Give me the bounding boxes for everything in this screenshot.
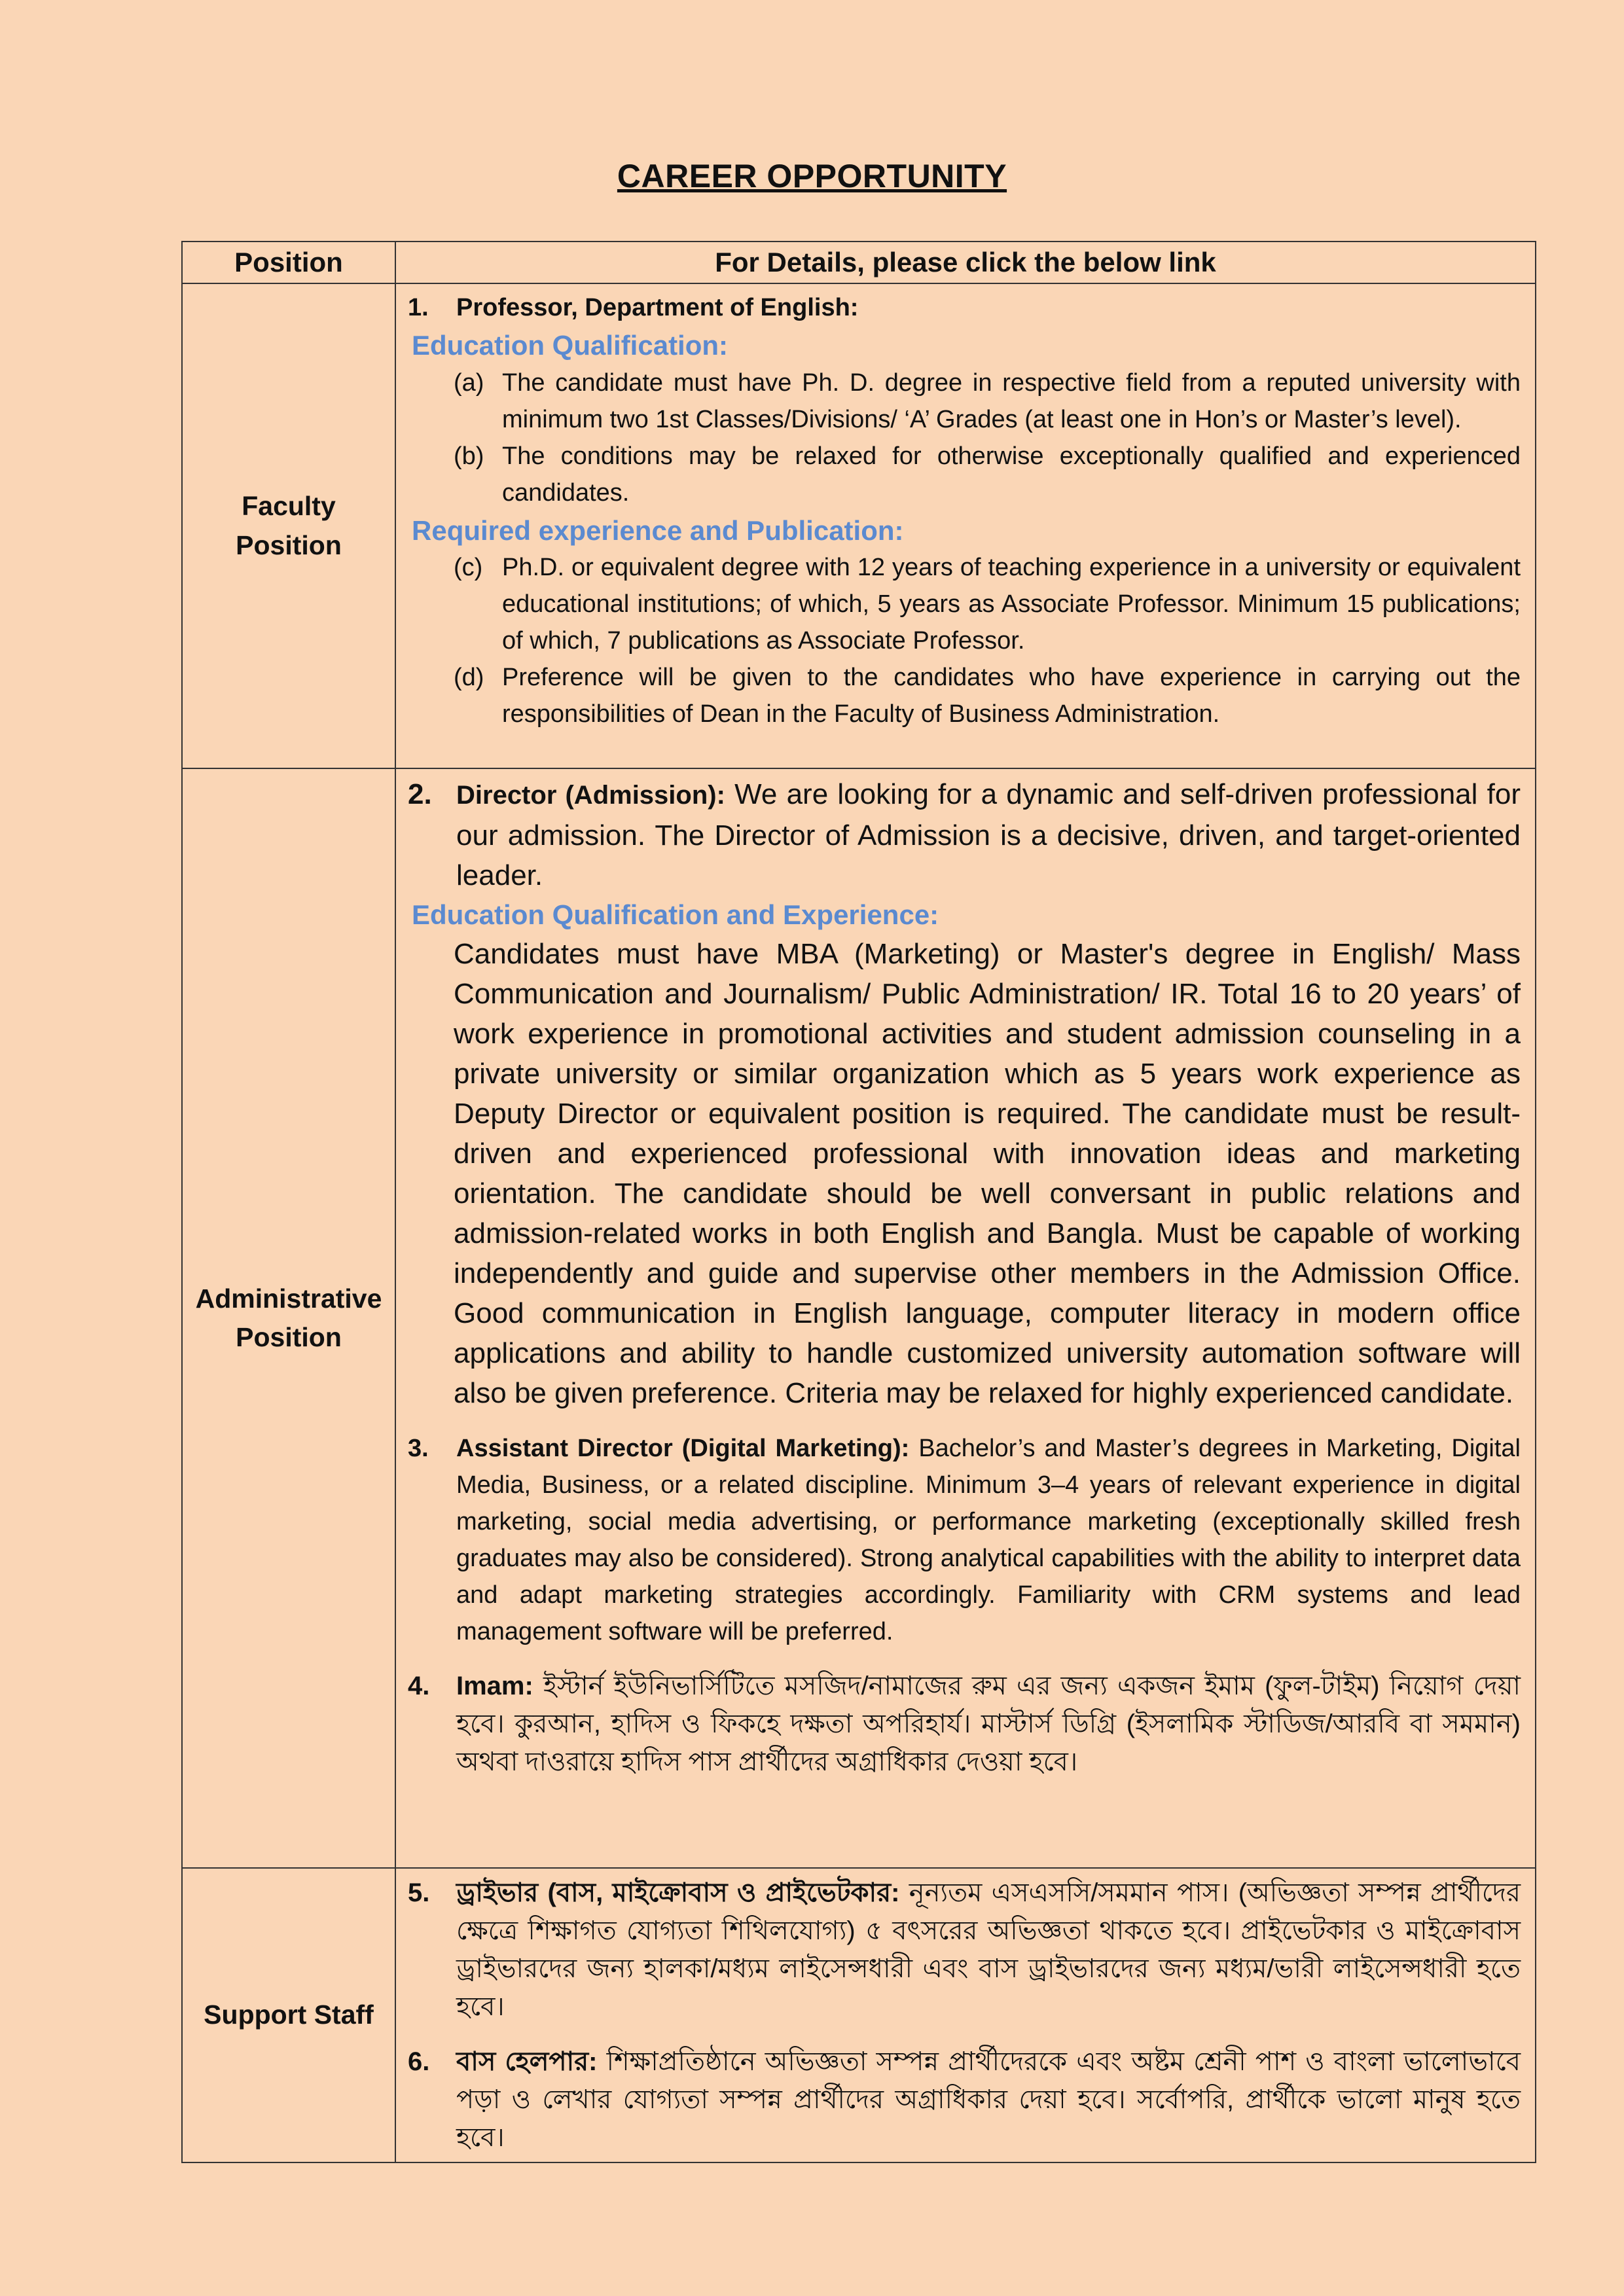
assistant-director-text: Bachelor’s and Master’s degrees in Marketing, Digital Media, Business, or a related discipline. Minimum 3–4 years of relevant experience in digital marketing, social media advertising, or performance marketing (exceptionally skilled fresh graduates may also be considered). Strong analytical capabilities with the ability to interpret data and adapt marketing strategies accordingly. Familiarity with CRM systems and lead management software will be preferred. (456, 1434, 1521, 1645)
director-details: Candidates must have MBA (Marketing) or Master's degree in English/ Mass Communication and Journalism/ Public Administration/ IR. Total 16 to 20 years’ of work experience in promotional activities and student admission counseling in a private university or similar organization which as 5 years work experience as Deputy Director or equivalent position is required. The candidate must be result-driven and experienced professional with innovation ideas and marketing orientation. The candidate should be well conversant in public relations and admission-related works in both English and Bangla. Must be capable of working independently and guide and supervise other members in the Admission Office. Good communication in English language, computer literacy in modern office applications and ability to handle customized university automation software will also be given preference. Criteria may be relaxed for highly experienced candidate. (454, 937, 1521, 1409)
item-number: 5. (408, 1878, 430, 1907)
list-item (454, 438, 1521, 511)
education-points (454, 365, 1521, 511)
point-text: Ph.D. or equivalent degree with 12 years of teaching experience in a university or equivalent educational institutions; of which, 5 years as Associate Professor. Minimum 15 publications; of which, 7 publications as Associate Professor. (502, 554, 1521, 655)
position-faculty-label: Faculty Position (236, 491, 342, 560)
list-item (454, 549, 1521, 659)
job-item-assistant-director (408, 1430, 1521, 1650)
director-intro: We are looking for a dynamic and self-driven professional for our admission. The Director of Admission is a decisive, driven, and target-oriented leader. (456, 778, 1521, 891)
table-row-administrative (182, 768, 1536, 1868)
point-label: (d) (454, 664, 484, 692)
position-administrative (182, 768, 395, 1868)
item-number: 2. (408, 778, 432, 810)
job-title-driver: ড্রাইভার (বাস, মাইক্রোবাস ও প্রাইভেটকার: (456, 1878, 900, 1907)
imam-text: ইস্টার্ন ইউনিভার্সিটিতে মসজিদ/নামাজের রুম এর জন্য একজন ইমাম (ফুল-টাইম) নিয়োগ দেয়া হবে। কুরআন, হাদিস ও ফিকহে দক্ষতা অপরিহার্য। মাস্টার্স ডিগ্রি (ইসলামিক স্টাডিজ/আরবি বা সমমান) অথবা দাওরায়ে হাদিস পাস প্রার্থীদের অগ্রাধিকার দেওয়া হবে। (456, 1671, 1521, 1776)
details-faculty (395, 283, 1536, 768)
job-title-director: Director (Admission): (456, 781, 725, 810)
table-row-support (182, 1868, 1536, 2162)
item-number: 3. (408, 1434, 429, 1462)
position-faculty (182, 283, 395, 768)
job-item-director (408, 774, 1521, 895)
item-number: 4. (408, 1671, 430, 1700)
director-heading: Education Qualification and Experience: (412, 899, 939, 930)
position-support-label: Support Staff (204, 2000, 374, 2030)
driver-text: নূন্যতম এসএসসি/সমমান পাস। (অভিজ্ঞতা সম্পন্ন প্রার্থীদের ক্ষেত্রে শিক্ষাগত যোগ্যতা শিথিলযোগ্য) ৫ বৎসরের অভিজ্ঞতা থাকতে হবে। প্রাইভেটকার ও মাইক্রোবাস ড্রাইভারদের জন্য হালকা/মধ্যম লাইসেন্সধারী এবং বাস ড্রাইভারদের জন্য মধ্যম/ভারী লাইসেন্সধারী হতে হবে। (456, 1878, 1521, 2021)
education-heading: Education Qualification: (412, 330, 729, 361)
table-header-row (182, 242, 1536, 283)
job-item-bus-helper (408, 2043, 1521, 2157)
jobs-table (181, 241, 1536, 2163)
experience-points (454, 549, 1521, 732)
point-text: The candidate must have Ph. D. degree in respective field from a reputed university with minimum two 1st Classes/Divisions/ ‘A’ Grades (at least one in Hon’s or Master’s level). (502, 368, 1521, 433)
point-text: Preference will be given to the candidates who have experience in carrying out the responsibilities of Dean in the Faculty of Business Administration. (502, 664, 1521, 728)
job-title-bus-helper: বাস হেলপার: (456, 2047, 598, 2076)
experience-heading: Required experience and Publication: (412, 514, 904, 546)
details-administrative (395, 768, 1536, 1868)
bus-helper-text: শিক্ষাপ্রতিষ্ঠানে অভিজ্ঞতা সম্পন্ন প্রার্থীদেরকে এবং অষ্টম শ্রেনী পাশ ও বাংলা ভালোভাবে পড়া ও লেখার যোগ্যতা সম্পন্ন প্রার্থীদের অগ্রাধিকার দেয়া হবে। সর্বোপরি, প্রার্থীকে ভালো মানুষ হতে হবে। (456, 2047, 1521, 2152)
item-number: 1. (408, 294, 429, 321)
job-title-imam: Imam: (456, 1671, 533, 1700)
header-position: Position (182, 242, 395, 283)
point-label: (b) (454, 442, 484, 470)
item-number: 6. (408, 2047, 430, 2076)
position-administrative-label: Administrative Position (195, 1283, 382, 1352)
header-details: For Details, please click the below link (395, 242, 1536, 283)
job-item-driver (408, 1874, 1521, 2026)
job-item-imam (408, 1667, 1521, 1781)
details-support (395, 1868, 1536, 2162)
position-support (182, 1868, 395, 2162)
point-label: (a) (454, 368, 484, 397)
list-item (454, 365, 1521, 438)
job-title-professor: Professor, Department of English: (456, 294, 859, 321)
list-item (454, 659, 1521, 732)
page-title: CAREER OPPORTUNITY (617, 158, 1007, 194)
point-text: The conditions may be relaxed for otherwise exceptionally qualified and experienced candidates. (502, 442, 1521, 507)
point-label: (c) (454, 554, 483, 582)
job-title-assistant-director: Assistant Director (Digital Marketing): (456, 1434, 910, 1462)
table-row-faculty (182, 283, 1536, 768)
job-item-professor (408, 289, 1521, 326)
